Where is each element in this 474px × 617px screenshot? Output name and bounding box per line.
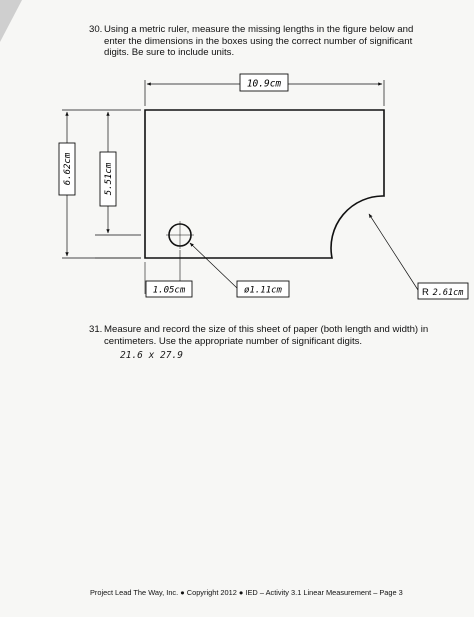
hole-offset-answer: 1.05cm: [152, 285, 186, 296]
hole-diameter-answer: ø1.11cm: [244, 285, 282, 296]
question-30-text: Using a metric ruler, measure the missing lengths in the figure below and enter the dimensions in the boxes using the correct number of significant digits. Be sure to include units.: [104, 24, 414, 58]
page-footer: Project Lead The Way, Inc. ● Copyright 2012 ● IED – Activity 3.1 Linear Measurement – Page 3: [90, 588, 403, 597]
part-outline: [145, 110, 384, 258]
question-31-answer: 21.6 x 27.9: [120, 350, 183, 361]
question-31-text: Measure and record the size of this sheet of paper (both length and width) in centimeters. Use the appropriate number of significant digits.: [104, 324, 429, 347]
question-31-number: 31.: [89, 324, 103, 335]
hole-height-answer: 5.51cm: [104, 162, 114, 196]
radius-answer: 2.61cm: [432, 288, 464, 298]
total-height-answer: 6.62cm: [63, 152, 73, 186]
radius-prefix: R: [422, 287, 429, 298]
radius-leader: [369, 214, 418, 290]
hole-diameter-leader: [190, 243, 237, 288]
question-30-number: 30.: [89, 24, 103, 35]
width-answer: 10.9cm: [246, 78, 282, 90]
